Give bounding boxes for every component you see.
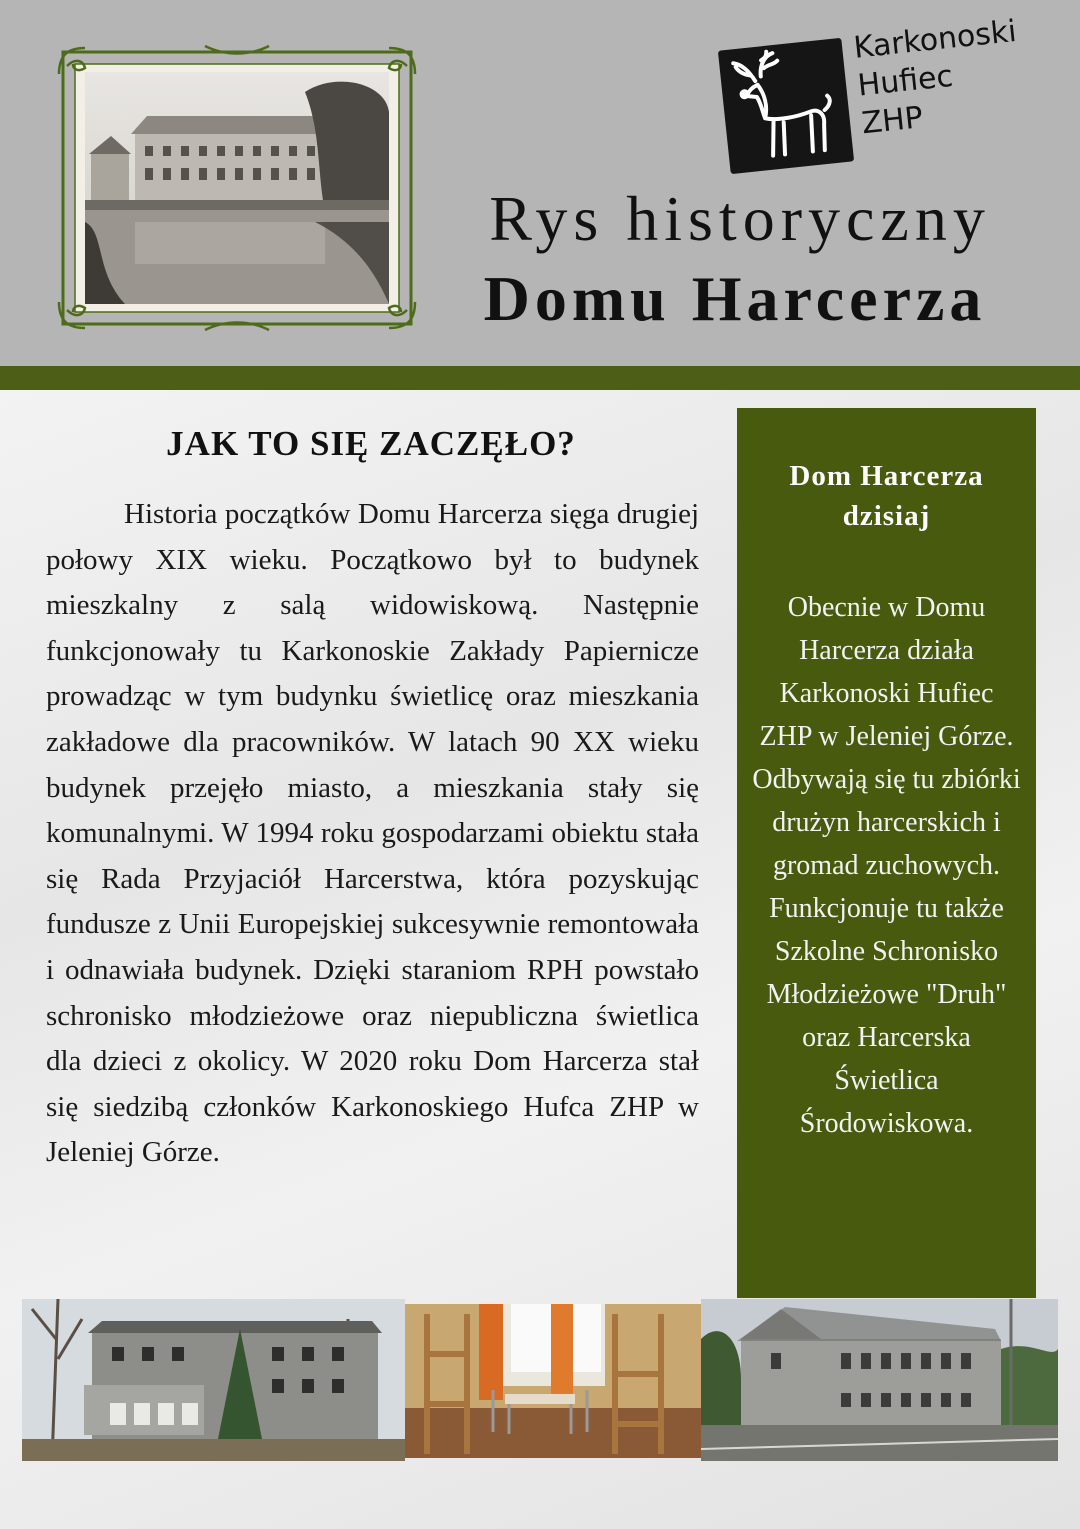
- zhp-logo: [724, 13, 1064, 180]
- page-title-line-1: Rys historyczny: [489, 183, 991, 254]
- historic-building-photo: [85, 72, 389, 304]
- logo-line-1: Karkonoski: [852, 13, 1019, 66]
- section-heading: JAK TO SIĘ ZACZĘŁO?: [166, 424, 576, 463]
- historic-photo-frame: [55, 44, 419, 332]
- deer-logo-box: [718, 38, 854, 174]
- dorm-room-photo: [405, 1304, 701, 1458]
- sidebar-panel: [737, 408, 1036, 1298]
- logo-line-3: ZHP: [860, 100, 925, 142]
- building-exterior-photo: [22, 1299, 405, 1461]
- sidebar-paragraph: Obecnie w Domu Harcerza działa Karkonoski Hufiec ZHP w Jeleniej Górze. Odbywają się tu zbiórki drużyn harcerskich i gromad zuchowych. Funkcjonuje tu także Szkolne Schronisko Młodzieżowe "Druh" oraz Harcerska Świetlica Środowiskowa.: [752, 592, 1021, 1139]
- header-divider-bar: [0, 366, 1080, 390]
- building-street-photo: [701, 1299, 1058, 1461]
- deer-icon: [718, 38, 854, 174]
- logo-line-2: Hufiec: [856, 58, 955, 104]
- sidebar-title: Dom Harcerza dzisiaj: [789, 460, 984, 532]
- page-title-line-2: Domu Harcerza: [483, 263, 987, 334]
- logo-text: [852, 8, 1073, 143]
- history-paragraph: Historia początków Domu Harcerza sięga drugiej połowy XIX wieku. Początkowo był to budynek mieszkalny z salą widowiskową. Następnie funkcjonowały tu Karkonoskie Zakłady Papiernicze prowadząc w tym budynku świetlicę oraz mieszkania zakładowe dla pracowników. W latach 90 XX wieku budynek przejęło miasto, a mieszkania stały się komunalnymi. W 1994 roku gospodarzami obiektu stała się Rada Przyjaciół Harcerstwa, która pozyskując fundusze z Unii Europejskiej sukcesywnie remontowała i odnawiała budynek. Dzięki staraniom RPH powstało schronisko młodzieżowe oraz niepubliczna świetlica dla dzieci z okolicy. W 2020 roku Dom Harcerza stał się siedzibą członków Karkonoskiego Hufca ZHP w Jeleniej Górze.: [46, 498, 699, 1169]
